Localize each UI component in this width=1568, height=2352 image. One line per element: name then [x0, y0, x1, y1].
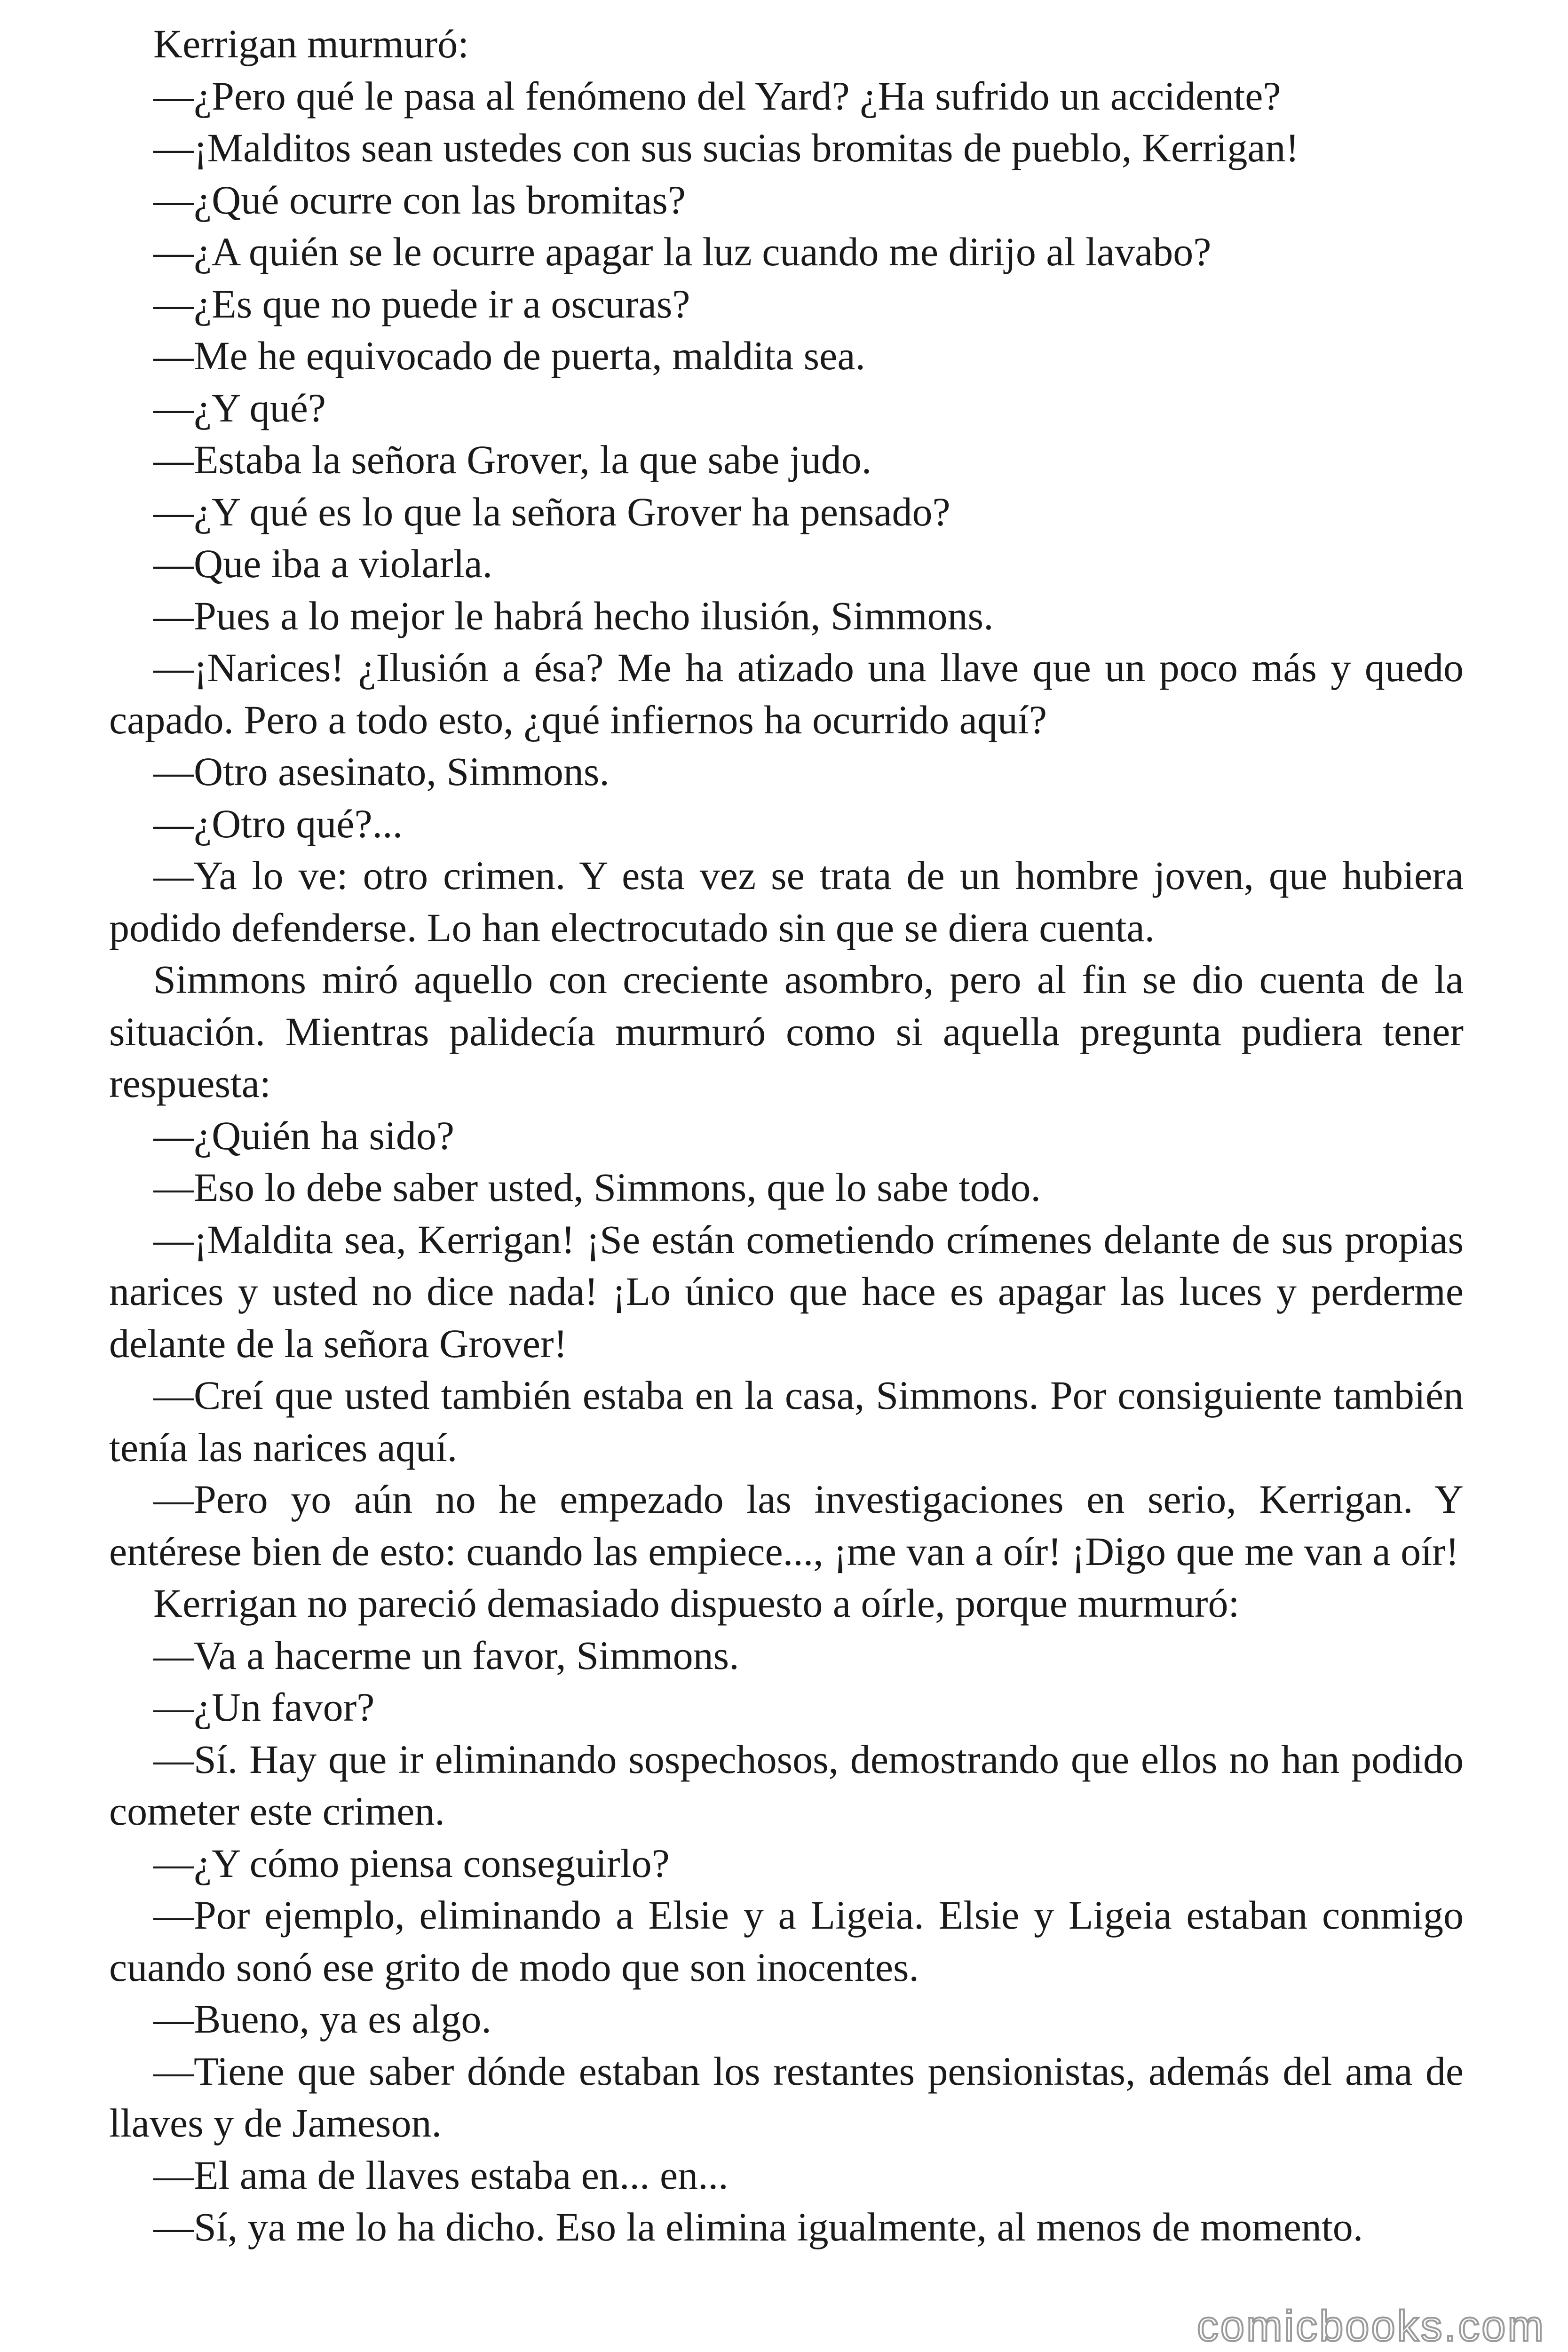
paragraph: —Bueno, ya es algo. [153, 1996, 491, 2042]
paragraph: —¿Y qué? [153, 385, 326, 430]
paragraph: —Tiene que saber dónde estaban los restantes pensionistas, además del ama de llaves y de Jameson. [109, 2048, 1464, 2145]
paragraph: —Otro asesinato, Simmons. [153, 749, 610, 794]
paragraph: —Por ejemplo, eliminando a Elsie y a Ligeia. Elsie y Ligeia estaban conmigo cuando sonó ese grito de modo que son inocentes. [109, 1892, 1464, 1990]
paragraph: —Pero yo aún no he empezado las investigaciones en serio, Kerrigan. Y entérese bien de esto: cuando las empiece..., ¡me van a oír! ¡Digo que me van a oír! [109, 1477, 1464, 1574]
paragraph: —Ya lo ve: otro crimen. Y esta vez se trata de un hombre joven, que hubiera podido defenderse. Lo han electrocutado sin que se diera cuenta. [109, 853, 1464, 950]
paragraph: —¡Malditos sean ustedes con sus sucias bromitas de pueblo, Kerrigan! [153, 125, 1299, 170]
paragraph: —¡Narices! ¿Ilusión a ésa? Me ha atizado una llave que un poco más y quedo capado. Pero a todo esto, ¿qué infiernos ha ocurrido aquí? [109, 645, 1464, 742]
paragraph: —El ama de llaves estaba en... en... [153, 2152, 729, 2198]
paragraph: —¿Y cómo piensa conseguirlo? [153, 1840, 670, 1886]
paragraph: Simmons miró aquello con creciente asombro, pero al fin se dio cuenta de la situación. Mientras palidecía murmuró como si aquella pregunta pudiera tener respuesta: [109, 957, 1464, 1106]
paragraph: —Sí. Hay que ir eliminando sospechosos, demostrando que ellos no han podido cometer este crimen. [109, 1736, 1464, 1834]
paragraph: —Eso lo debe saber usted, Simmons, que lo sabe todo. [153, 1165, 1041, 1210]
paragraph: —Estaba la señora Grover, la que sabe judo. [153, 437, 872, 482]
paragraph: —¿A quién se le ocurre apagar la luz cuando me dirijo al lavabo? [153, 229, 1212, 274]
paragraph: —Me he equivocado de puerta, maldita sea. [153, 333, 865, 378]
paragraph: —Que iba a violarla. [153, 541, 493, 586]
paragraph: —¿Y qué es lo que la señora Grover ha pensado? [153, 489, 950, 534]
paragraph: —¿Otro qué?... [153, 801, 403, 846]
book-page-text [109, 18, 1464, 2253]
paragraph: —¿Es que no puede ir a oscuras? [153, 281, 690, 326]
paragraph: —¿Un favor? [153, 1685, 375, 1730]
paragraph: Kerrigan no pareció demasiado dispuesto a oírle, porque murmuró: [153, 1581, 1240, 1626]
paragraph: —Sí, ya me lo ha dicho. Eso la elimina igualmente, al menos de momento. [153, 2204, 1363, 2249]
paragraph: —Va a hacerme un favor, Simmons. [153, 1632, 739, 1678]
paragraph: —¡Maldita sea, Kerrigan! ¡Se están cometiendo crímenes delante de sus propias narices y usted no dice nada! ¡Lo único que hace es apagar las luces y perderme delante de la señora Grover! [109, 1216, 1464, 1366]
paragraph: —¿Quién ha sido? [153, 1112, 455, 1158]
paragraph: —Pues a lo mejor le habrá hecho ilusión, Simmons. [153, 593, 994, 638]
paragraph: —¿Pero qué le pasa al fenómeno del Yard? ¿Ha sufrido un accidente? [153, 73, 1281, 119]
paragraph: —Creí que usted también estaba en la casa, Simmons. Por consiguiente también tenía las narices aquí. [109, 1373, 1464, 1470]
watermark: comicbooks.com [1196, 2302, 1545, 2350]
paragraph: Kerrigan murmuró: [153, 21, 469, 66]
paragraph: —¿Qué ocurre con las bromitas? [153, 177, 686, 222]
